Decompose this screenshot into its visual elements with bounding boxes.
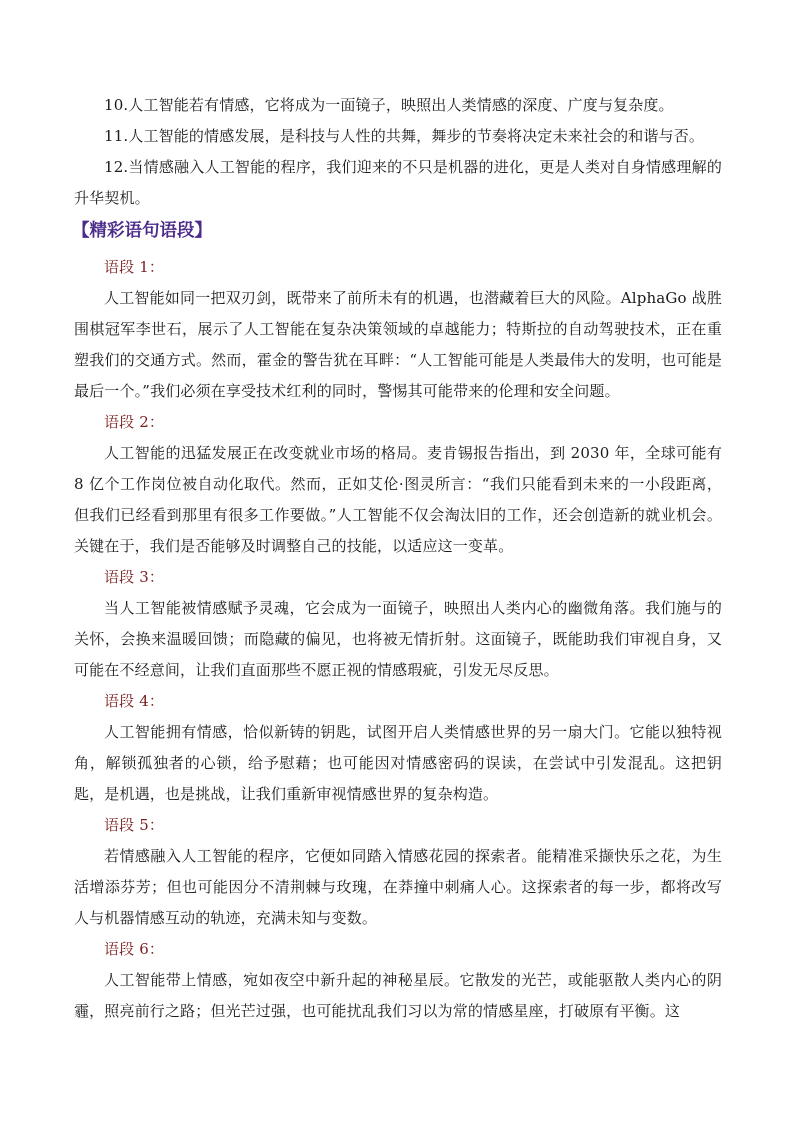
segment-4-text: 人工智能拥有情感，恰似新铸的钥匙，试图开启人类情感世界的另一扇大门。它能以独特视角，解锁孤独者的心锁，给予慰藉；也可能因对情感密码的误读，在尝试中引发混乱。这把钥匙，是机遇，也是挑战，让我们重新审视情感世界的复杂构造。	[74, 723, 722, 803]
section-heading: 【精彩语句语段】	[72, 221, 212, 241]
segment-5-text: 若情感融入人工智能的程序，它便如同踏入情感花园的探索者。能精准采撷快乐之花，为生活增添芬芳；但也可能因分不清荆棘与玫瑰，在莽撞中刺痛人心。这探索者的每一步，都将改写人与机器情感互动的轨迹，充满未知与变数。	[74, 847, 722, 927]
segment-3-label: 语段 3：	[104, 568, 165, 586]
segment-6-text: 人工智能带上情感，宛如夜空中新升起的神秘星辰。它散发的光芒，或能驱散人类内心的阴霾，照亮前行之路；但光芒过强，也可能扰乱我们习以为常的情感星座，打破原有平衡。这	[74, 971, 722, 1020]
segment-5-label: 语段 5：	[104, 816, 165, 834]
segment-1-label: 语段 1：	[104, 258, 165, 276]
numbered-item-12: 12.当情感融入人工智能的程序，我们迎来的不只是机器的进化，更是人类对自身情感理解的升华契机。	[74, 158, 722, 207]
numbered-item-11: 11.人工智能的情感发展，是科技与人性的共舞，舞步的节奏将决定未来社会的和谐与否。	[104, 127, 705, 145]
segment-2-text: 人工智能的迅猛发展正在改变就业市场的格局。麦肯锡报告指出，到 2030 年，全球可能有 8 亿个工作岗位被自动化取代。然而，正如艾伦·图灵所言：“我们只能看到未来的一小段距离，但我们已经看到那里有很多工作要做。”人工智能不仅会淘汰旧的工作，还会创造新的就业机会。关键在于，我们是否能够及时调整自己的技能，以适应这一变革。	[74, 444, 722, 555]
segment-1-text: 人工智能如同一把双刃剑，既带来了前所未有的机遇，也潜藏着巨大的风险。AlphaGo 战胜围棋冠军李世石，展示了人工智能在复杂决策领域的卓越能力；特斯拉的自动驾驶技术，正在重塑我们的交通方式。然而，霍金的警告犹在耳畔：“人工智能可能是人类最伟大的发明，也可能是最后一个。”我们必须在享受技术红利的同时，警惕其可能带来的伦理和安全问题。	[74, 289, 722, 400]
segment-6-label: 语段 6：	[104, 940, 165, 958]
segment-4-label: 语段 4：	[104, 692, 165, 710]
numbered-item-10: 10.人工智能若有情感，它将成为一面镜子，映照出人类情感的深度、广度与复杂度。	[104, 96, 674, 114]
segment-3-text: 当人工智能被情感赋予灵魂，它会成为一面镜子，映照出人类内心的幽微角落。我们施与的关怀，会换来温暖回馈；而隐藏的偏见，也将被无情折射。这面镜子，既能助我们审视自身，又可能在不经意间，让我们直面那些不愿正视的情感瑕疵，引发无尽反思。	[74, 599, 722, 679]
document-content	[74, 90, 722, 1027]
segment-2-label: 语段 2：	[104, 413, 165, 431]
